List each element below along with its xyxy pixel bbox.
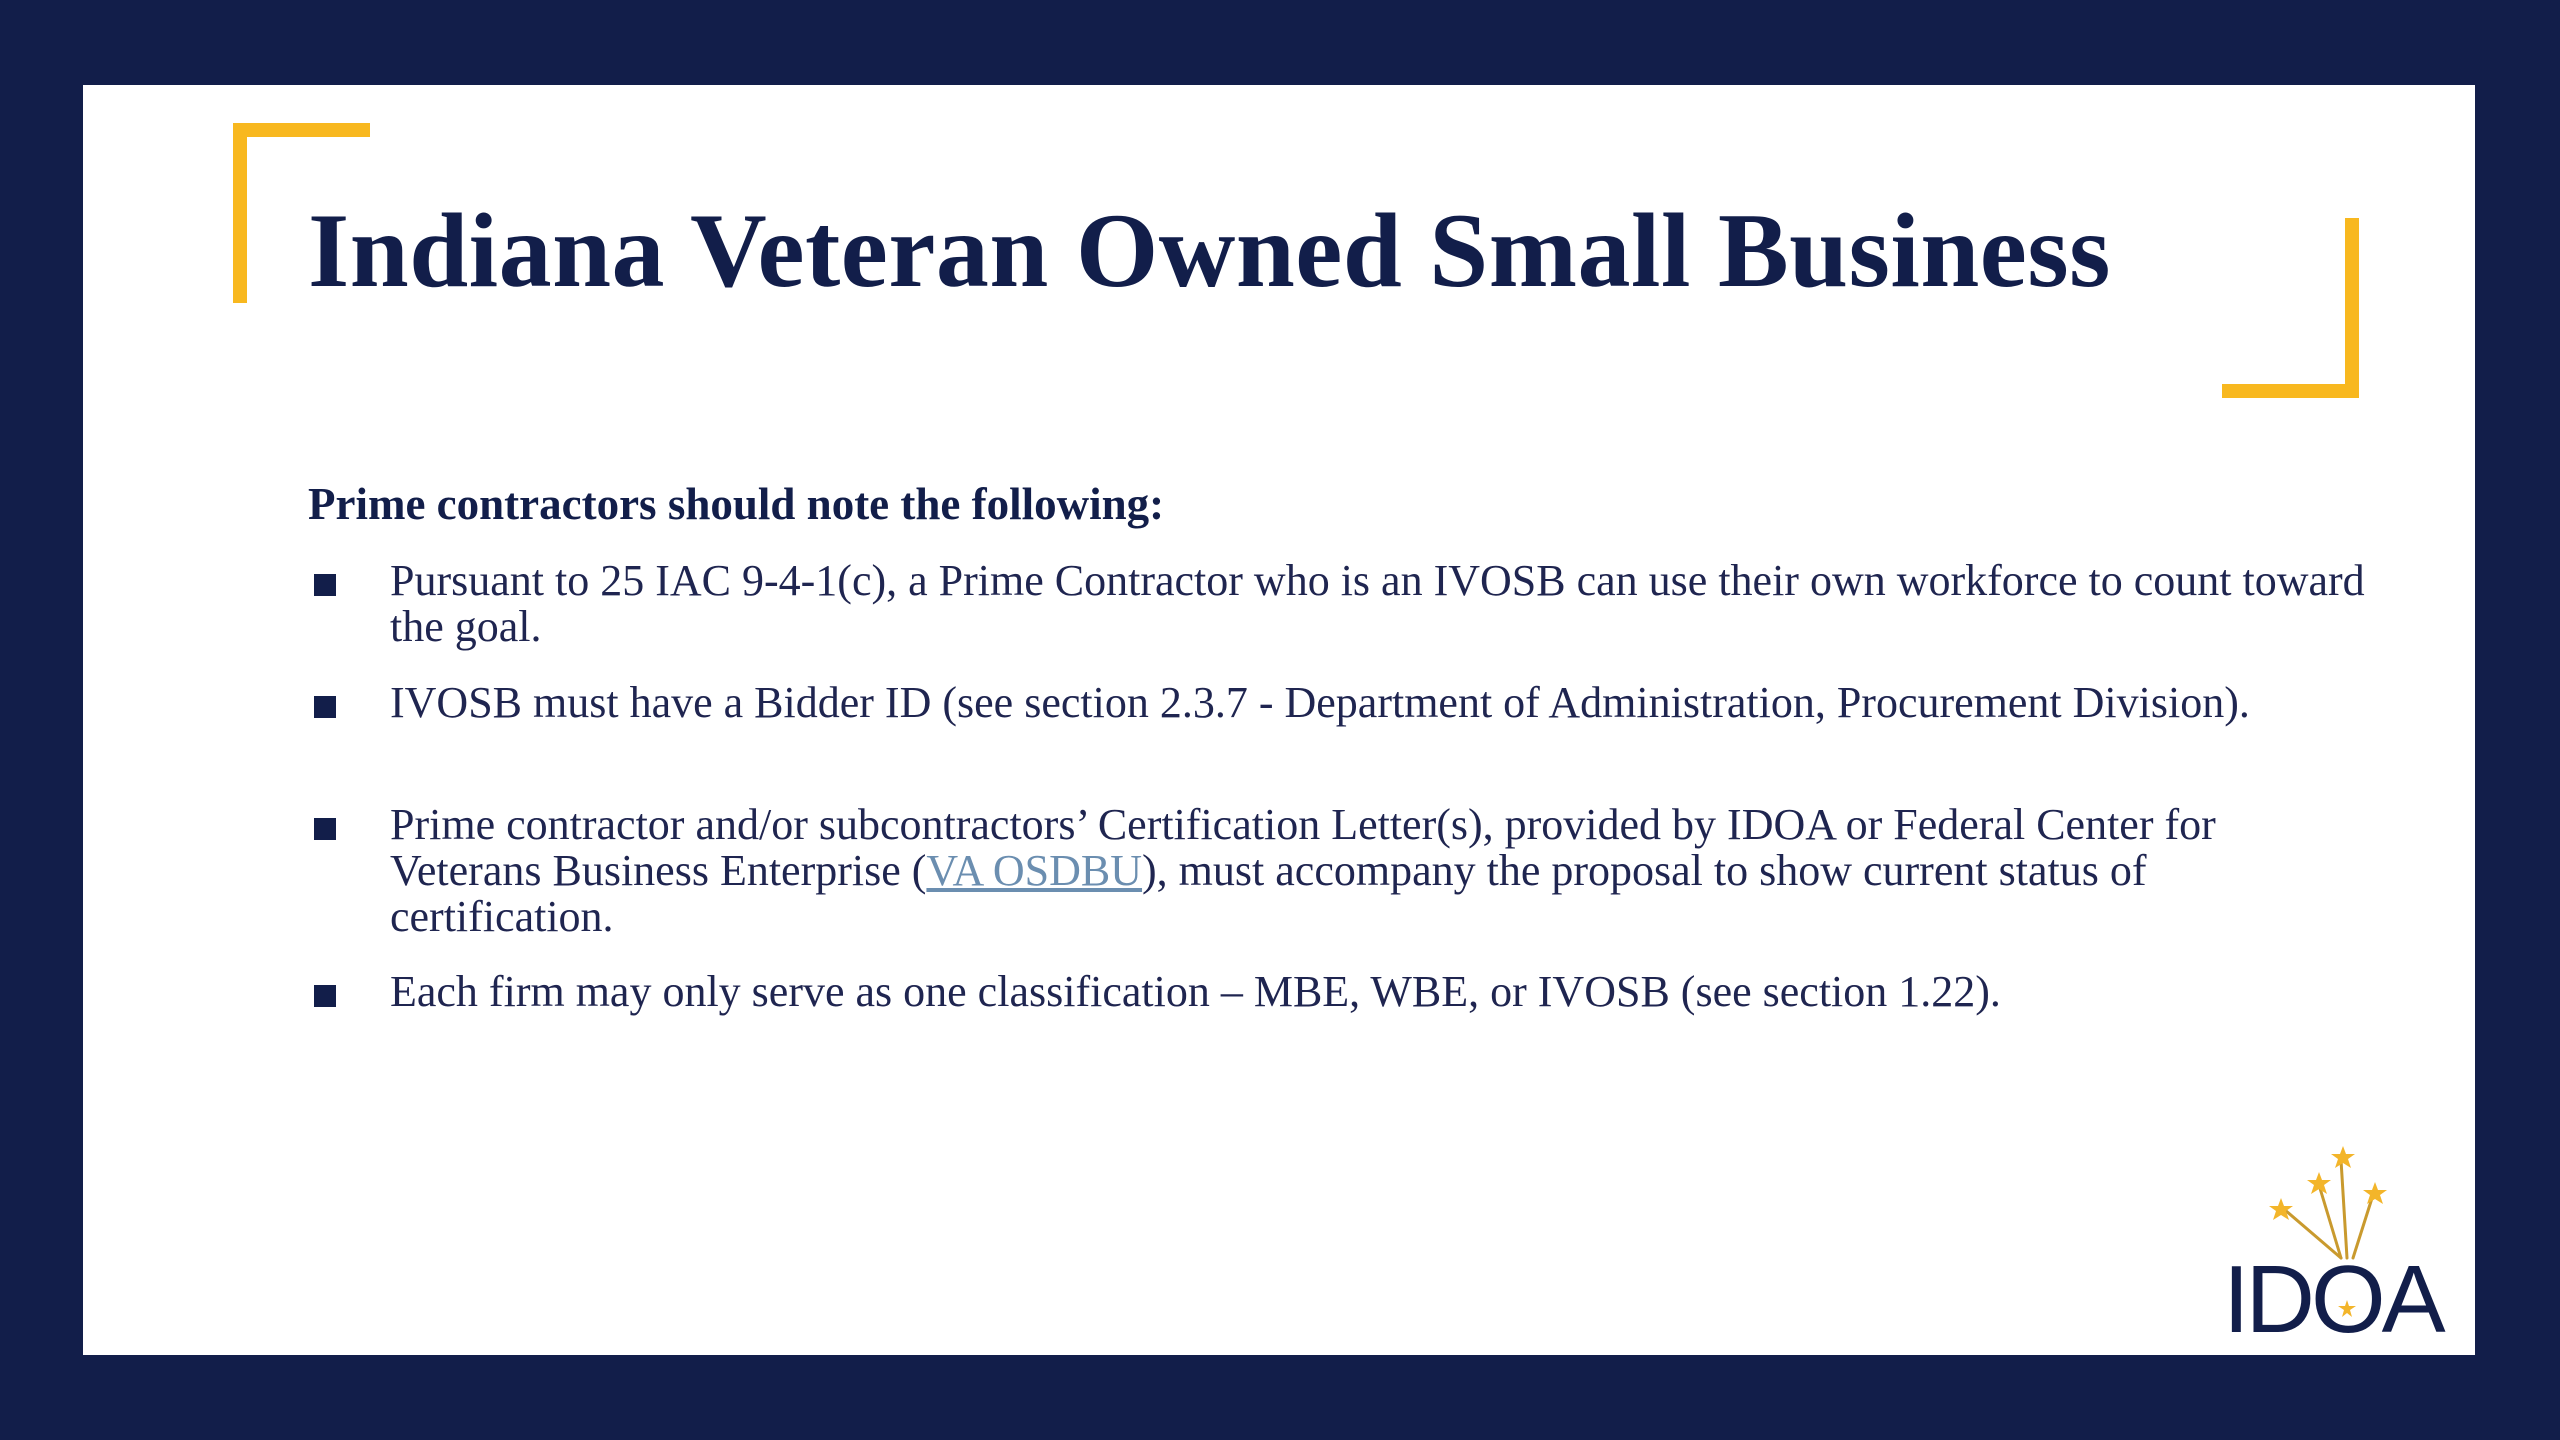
bullet-item-4 [308, 969, 2368, 1015]
idoa-logo-text: IDOA [2223, 1246, 2442, 1353]
gold-bracket-top-left-vertical [233, 123, 247, 303]
slide-subheading: Prime contractors should note the following: [308, 479, 1165, 529]
square-bullet-icon [314, 985, 336, 1007]
va-osdbu-link[interactable]: VA OSDBU [926, 846, 1143, 895]
bullet-item-2 [308, 680, 2368, 726]
bullet-text-1: Pursuant to 25 IAC 9-4-1(c), a Prime Contractor who is an IVOSB can use their own workforce to count toward the goal. [390, 556, 2365, 651]
gold-bracket-bottom-right-horizontal [2222, 384, 2359, 398]
bullet-text-3-before: Prime contractor and/or subcontractors’ Certification Letter(s), provided by IDOA or Federal Center for Veterans Business Enterprise ( [390, 800, 2216, 895]
bullet-text-4: Each firm may only serve as one classification – MBE, WBE, or IVOSB (see section 1.22). [390, 967, 2001, 1016]
slide-canvas [83, 85, 2475, 1355]
slide-title: Indiana Veteran Owned Small Business [308, 192, 2111, 309]
bullet-text-2: IVOSB must have a Bidder ID (see section 2.3.7 - Department of Administration, Procurement Division). [390, 678, 2250, 727]
square-bullet-icon [314, 696, 336, 718]
square-bullet-icon [314, 818, 336, 840]
bullet-item-3 [308, 802, 2368, 940]
square-bullet-icon [314, 574, 336, 596]
bullet-text-3-after: ), must accompany the proposal to show current status of certification. [390, 846, 2147, 941]
gold-bracket-top-left-horizontal [233, 123, 370, 137]
gold-bracket-bottom-right-vertical [2345, 218, 2359, 398]
bullet-item-1 [308, 558, 2368, 650]
idoa-logo [2223, 1140, 2463, 1353]
bullet-text-3 [390, 802, 2368, 940]
